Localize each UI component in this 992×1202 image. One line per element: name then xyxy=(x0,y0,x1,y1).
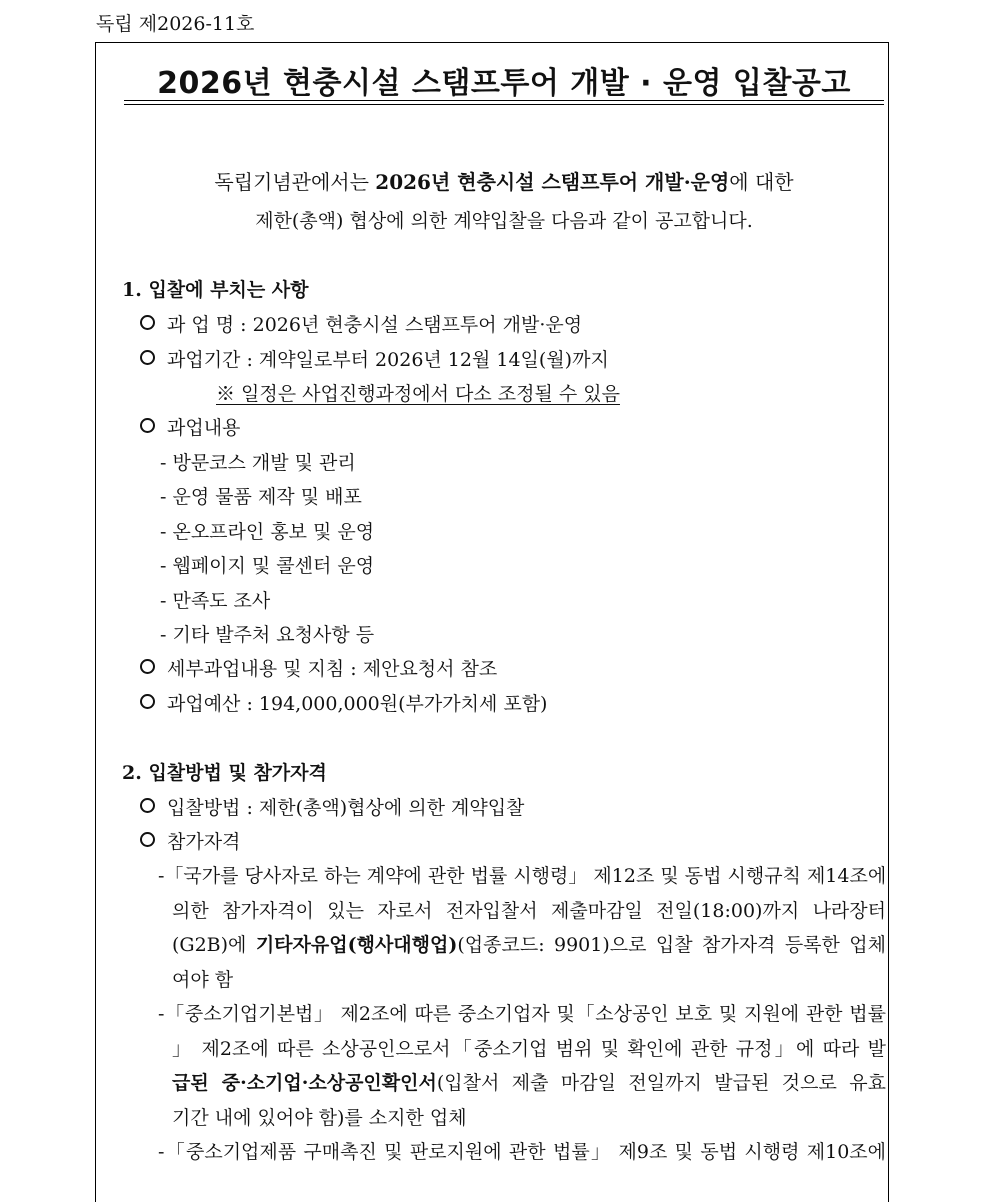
circle-bullet-icon xyxy=(140,798,155,813)
qualification-1-industry: 기타자유업(행사대행업) xyxy=(255,934,458,956)
qualification-1-line-3 xyxy=(172,930,886,957)
detail-guide-text: 세부과업내용 및 지침 : 제안요청서 참조 xyxy=(167,658,498,680)
qualification-2-certificate: 급된 중·소기업·소상공인확인서 xyxy=(172,1072,437,1094)
content-list-item: - 운영 물품 제작 및 배포 xyxy=(160,486,362,508)
intro-line-2: 제한(총액) 협상에 의한 계약입찰을 다음과 같이 공고합니다. xyxy=(255,210,753,232)
circle-bullet-icon xyxy=(140,418,155,433)
intro-text-pre: 독립기념관에서는 xyxy=(214,170,376,194)
budget-text: 과업예산 : 194,000,000원(부가가치세 포함) xyxy=(167,693,548,715)
page-title: 2026년 현충시설 스탬프투어 개발 · 운영 입찰공고 xyxy=(157,66,851,101)
qualification-1-line-4: 여야 함 xyxy=(172,969,234,991)
qualification-1-text-pre: (G2B)에 xyxy=(172,934,256,956)
period-item xyxy=(140,345,609,372)
circle-bullet-icon xyxy=(140,832,155,847)
qualification-label: 참가자격 xyxy=(167,831,241,853)
budget-item xyxy=(140,689,547,716)
content-list-item: - 기타 발주처 요청사항 등 xyxy=(160,624,375,646)
circle-bullet-icon xyxy=(140,350,155,365)
title-double-rule xyxy=(124,100,884,105)
content-label: 과업내용 xyxy=(167,417,241,439)
content-list-item: - 웹페이지 및 콜센터 운영 xyxy=(160,555,375,577)
project-name-item xyxy=(140,310,582,337)
circle-bullet-icon xyxy=(140,315,155,330)
content-list-item: - 방문코스 개발 및 관리 xyxy=(160,452,356,474)
qualification-1-line-1: -「국가를 당사자로 하는 계약에 관한 법률 시행령」 제12조 및 동법 시행규칙 제14조에 xyxy=(158,865,887,887)
qualification-1-text-post: (업종코드: 9901)으로 입찰 참가자격 등록한 업체 xyxy=(457,934,887,956)
intro-text-post: 에 대한 xyxy=(729,170,794,194)
intro-line-1 xyxy=(124,166,884,195)
document-number: 독립 제2026-11호 xyxy=(96,13,255,35)
qualification-2-line-4: 기간 내에 있어야 함)를 소지한 업체 xyxy=(172,1107,467,1129)
project-name-text: 과 업 명 : 2026년 현충시설 스탬프투어 개발·운영 xyxy=(167,314,583,336)
circle-bullet-icon xyxy=(140,694,155,709)
method-text: 입찰방법 : 제한(총액)협상에 의한 계약입찰 xyxy=(167,797,525,819)
qualification-2-line-2: 」 제2조에 따른 소상공인으로서「중소기업 범위 및 확인에 관한 규정」에 따라 발 xyxy=(172,1038,886,1060)
content-list-item: - 온오프라인 홍보 및 운영 xyxy=(160,521,375,543)
content-list-item: - 만족도 조사 xyxy=(160,590,271,612)
period-text: 과업기간 : 계약일로부터 2026년 12월 14일(월)까지 xyxy=(167,349,609,371)
qualification-1-line-2: 의한 참가자격이 있는 자로서 전자입찰서 제출마감일 전일(18:00)까지 나라장터 xyxy=(172,900,886,922)
period-note: ※ 일정은 사업진행과정에서 다소 조정될 수 있음 xyxy=(216,383,620,405)
intro-project-name: 2026년 현충시설 스탬프투어 개발·운영 xyxy=(375,170,730,194)
qualification-3-line-1: -「중소기업제품 구매촉진 및 판로지원에 관한 법률」 제9조 및 동법 시행령 제10조에 xyxy=(158,1141,886,1163)
method-item xyxy=(140,793,524,820)
section-2-heading: 2. 입찰방법 및 참가자격 xyxy=(122,762,327,784)
qualification-2-line-3 xyxy=(172,1068,886,1095)
circle-bullet-icon xyxy=(140,659,155,674)
qualification-item xyxy=(140,827,240,854)
content-item xyxy=(140,413,240,440)
section-1-heading: 1. 입찰에 부치는 사항 xyxy=(122,279,309,301)
qualification-2-line-1: -「중소기업기본법」 제2조에 따른 중소기업자 및「소상공인 보호 및 지원에 관한 법률 xyxy=(158,1003,886,1025)
detail-guide-item xyxy=(140,654,497,681)
qualification-2-text-post: (입찰서 제출 마감일 전일까지 발급된 것으로 유효 xyxy=(436,1072,887,1094)
